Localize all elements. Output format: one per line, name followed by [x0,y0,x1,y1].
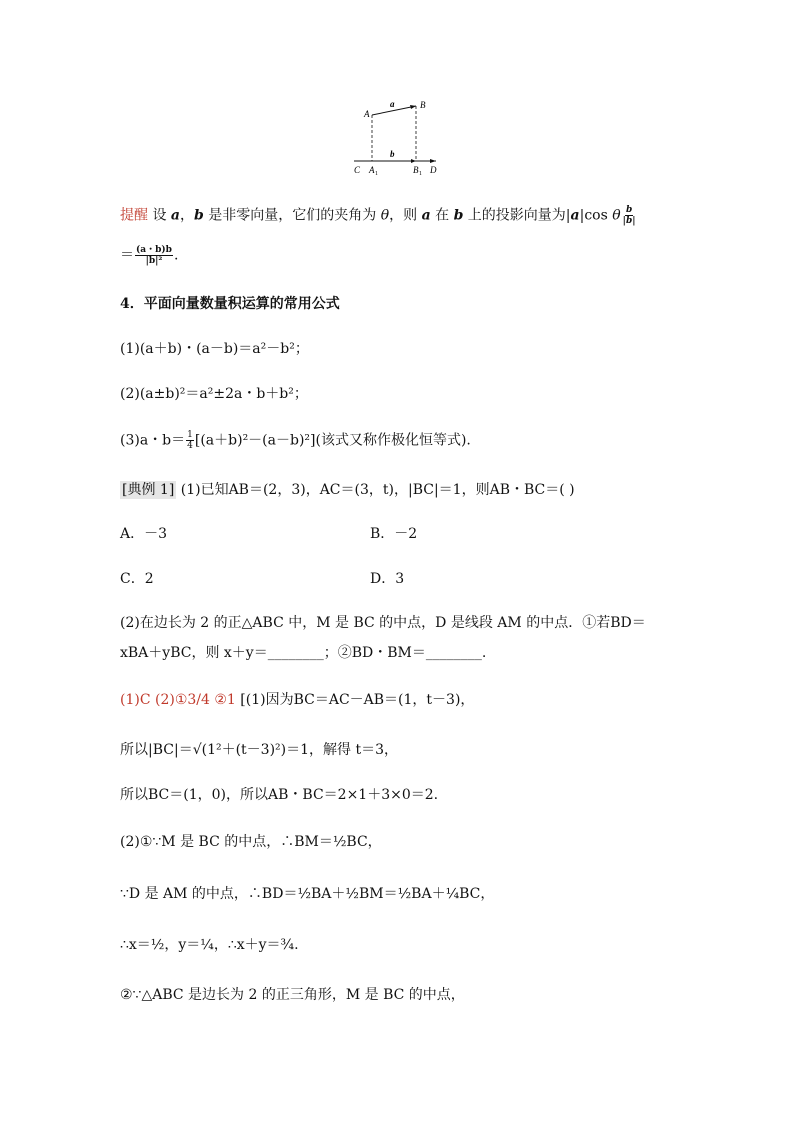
label-A: A [364,109,370,119]
option-A[interactable]: A．－3 [120,526,168,542]
option-D[interactable]: D．3 [370,571,405,587]
question-1-text: (1)已知AB＝(2，3)，AC＝(3，t)，|BC|＝1，则AB・BC＝( ) [180,482,575,498]
sep: ， [179,207,194,224]
equals: ＝ [120,247,134,264]
reminder-text: 在 [430,207,454,224]
example-question-1 [120,480,575,500]
frac-den: 4 [187,441,193,451]
option-C[interactable]: C．2 [120,571,154,587]
solution-line-6: ∴x＝½，y＝¼，∴x＋y＝¾. [120,937,299,953]
projection-arrowhead [411,159,416,163]
fraction-quarter [186,430,194,451]
formula-1: (1)(a＋b)・(a－b)＝a²－b²； [120,341,309,357]
formula-3 [120,430,471,451]
var-a: a [421,207,431,224]
label-a: a [390,99,395,109]
fraction-b-over-normb [622,205,637,226]
solution-text: [(1)因为BC＝AC－AB＝(1，t－3)， [240,692,475,708]
label-D: D [430,165,437,175]
solution-line-3: 所以BC＝(1，0)，所以AB・BC＝2×1＋3×0＝2. [120,787,439,803]
period: . [173,247,179,264]
fraction-projection [135,245,173,266]
formula-3-post: [(a＋b)²－(a－b)²](该式又称作极化恒等式). [194,432,471,449]
var-b: b [193,207,204,224]
label-A1: A [369,165,375,175]
reminder-line-1 [120,205,638,226]
vector-a-arrowhead [410,105,416,109]
formula-2: (2)(a±b)²＝a²±2a・b＋b²； [120,386,308,402]
solution-line-2: 所以|BC|＝√(1²＋(t－3)²)＝1，解得 t＝3， [120,742,399,758]
option-B[interactable]: B．－2 [370,526,418,542]
reminder-text: 是非零向量，它们的夹角为 [203,207,381,224]
question-2-line-2: xBA＋yBC，则 x＋y＝________；②BD・BM＝________. [120,645,487,661]
reminder-text: ，则 [389,207,422,224]
frac-num: 1 [187,430,193,440]
solution-line-5: ∵D 是 AM 的中点，∴BD＝½BA＋½BM＝½BA＋¼BC， [120,886,495,902]
var-theta: θ [612,207,621,224]
reminder-line-2 [120,245,178,266]
label-b: b [390,149,395,159]
var-theta: θ [380,207,390,224]
reminder-tag: 提醒 [120,207,148,224]
reminder-text: 上的投影向量为| [463,207,571,224]
solution-line-4: (2)①∵M 是 BC 的中点，∴BM＝½BC， [120,834,382,850]
frac-num: (a・b)b [136,245,172,255]
vector-b-arrowhead [430,159,436,163]
label-B1-sub: 1 [419,171,422,177]
var-a: a [170,207,180,224]
formula-3-pre: (3)a・b＝ [120,432,186,449]
var-b: b [453,207,464,224]
label-B1: B [413,165,419,175]
example-tag: [典例 1] [122,482,175,498]
answer: (1)C (2)①3/4 ②1 [120,692,236,708]
frac-den: |b| [622,216,636,226]
frac-num: b [625,205,633,215]
label-B: B [420,100,426,110]
question-2-line-1: (2)在边长为 2 的正△ABC 中，M 是 BC 的中点，D 是线段 AM 的中点．①若BD＝ [120,615,646,631]
label-C: C [354,165,361,175]
section-4-title: 4．平面向量数量积运算的常用公式 [120,296,340,312]
reminder-text: |cos [579,207,613,224]
projection-figure [350,95,450,177]
reminder-text: 设 [148,207,171,224]
label-A1-sub: 1 [375,171,378,177]
solution-line-7: ②∵△ABC 是边长为 2 的正三角形，M 是 BC 的中点， [120,987,465,1003]
var-a: a [570,207,580,224]
solution-line-1 [120,690,474,710]
frac-den: |b|² [145,256,163,266]
